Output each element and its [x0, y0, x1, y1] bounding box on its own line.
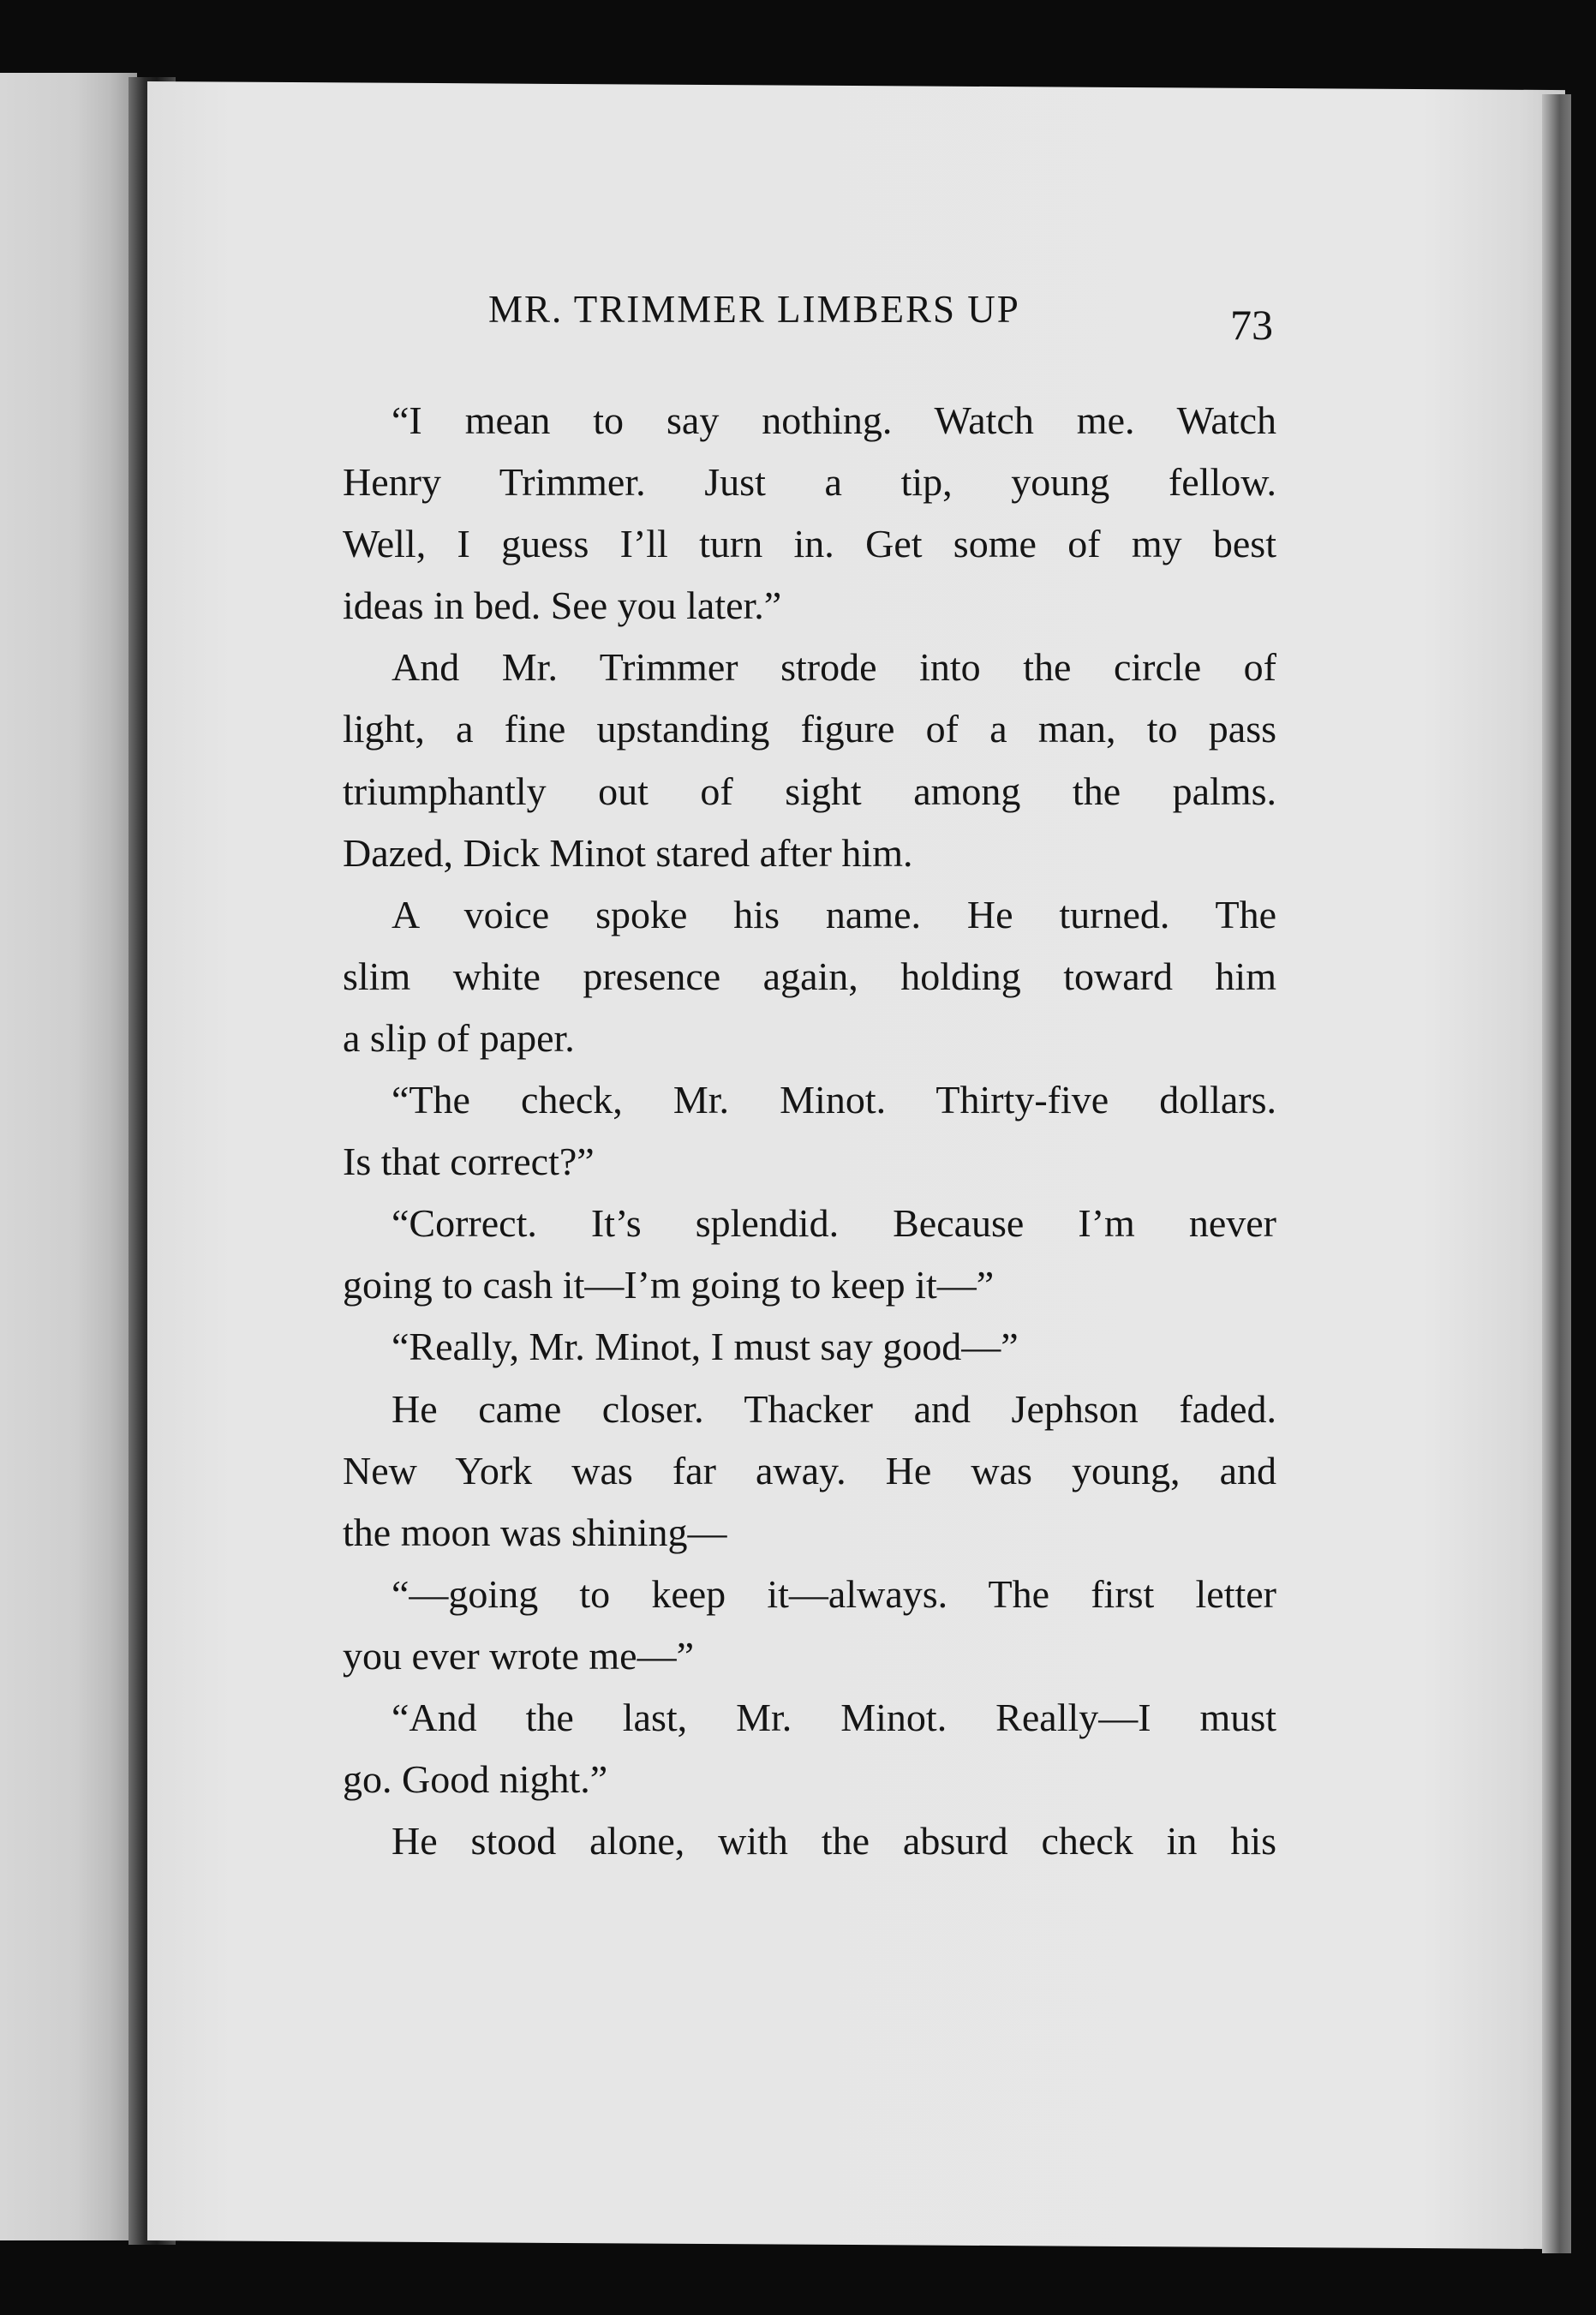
text-line: A voice spoke his name. He turned. The — [392, 892, 1276, 936]
text-line: ideas in bed. See you later.” — [343, 583, 782, 628]
paragraph — [343, 1810, 1276, 1872]
paragraph — [343, 1379, 1276, 1564]
text-line: “The check, Mr. Minot. Thirty-five dollars. — [392, 1078, 1276, 1122]
text-line: light, a fine upstanding figure of a man, to pass — [343, 707, 1276, 751]
paragraph — [343, 390, 1276, 637]
text-line: slim white presence again, holding toward him — [343, 954, 1276, 998]
text-line: He stood alone, with the absurd check in his — [392, 1819, 1276, 1863]
page-fore-edge — [1542, 94, 1571, 2253]
paragraph — [343, 1687, 1276, 1810]
paragraph — [343, 1316, 1276, 1378]
body-text — [343, 390, 1276, 1872]
text-line: a slip of paper. — [343, 1015, 575, 1060]
text-line: you ever wrote me—” — [343, 1633, 695, 1678]
text-line: Dazed, Dick Minot stared after him. — [343, 830, 913, 875]
text-line: And Mr. Trimmer strode into the circle of — [392, 645, 1276, 690]
text-line: Well, I guess I’ll turn in. Get some of my best — [343, 522, 1276, 566]
text-line: the moon was shining— — [343, 1510, 727, 1554]
text-line: “Really, Mr. Minot, I must say good—” — [392, 1325, 1019, 1369]
paragraph — [343, 1193, 1276, 1316]
text-line: go. Good night.” — [343, 1757, 608, 1802]
text-line: “—going to keep it—always. The first letter — [392, 1571, 1276, 1616]
paragraph — [343, 1564, 1276, 1687]
running-head: MR. TRIMMER LIMBERS UP — [488, 288, 1020, 331]
text-line: “Correct. It’s splendid. Because I’m never — [392, 1201, 1276, 1246]
text-line: Henry Trimmer. Just a tip, young fellow. — [343, 460, 1276, 505]
text-line: going to cash it—I’m going to keep it—” — [343, 1263, 995, 1307]
text-line: “And the last, Mr. Minot. Really—I must — [392, 1695, 1276, 1739]
facing-page-edge — [0, 73, 137, 2240]
paragraph — [343, 1069, 1276, 1193]
text-line: New York was far away. He was young, and — [343, 1448, 1276, 1492]
text-line: triumphantly out of sight among the palms. — [343, 769, 1276, 813]
text-line: He came closer. Thacker and Jephson faded. — [392, 1386, 1276, 1431]
text-line: “I mean to say nothing. Watch me. Watch — [392, 398, 1276, 442]
paragraph — [343, 884, 1276, 1069]
page-number: 73 — [1230, 301, 1273, 349]
text-line: Is that correct?” — [343, 1140, 595, 1184]
paragraph — [343, 637, 1276, 883]
